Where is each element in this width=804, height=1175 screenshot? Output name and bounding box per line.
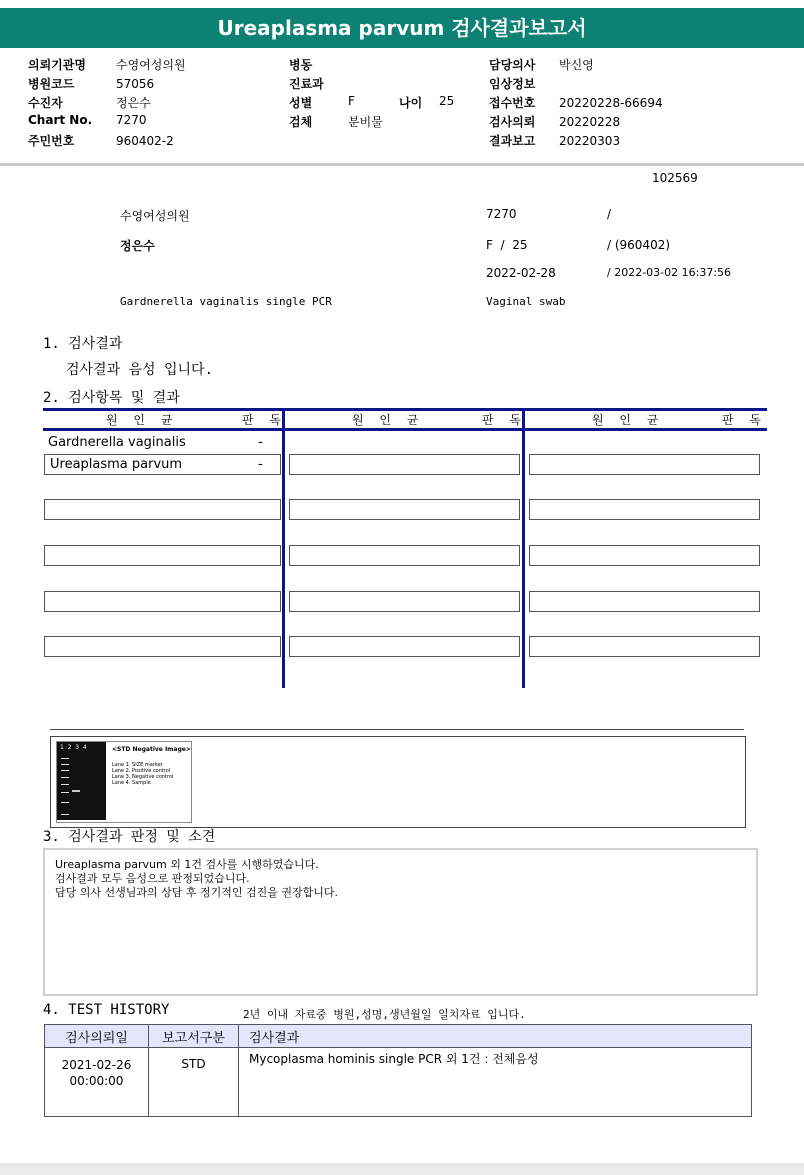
gel-top-line bbox=[50, 729, 744, 730]
table-row bbox=[289, 636, 520, 657]
summary-sex-age: F / 25 bbox=[486, 238, 528, 252]
summary-specimen: Vaginal swab bbox=[486, 295, 566, 308]
gel-lanes bbox=[57, 742, 106, 820]
section1-title: 1. 검사결과 bbox=[43, 336, 123, 352]
history-table bbox=[44, 1024, 752, 1117]
value-age: 25 bbox=[439, 94, 455, 108]
label-chart-no: Chart No. bbox=[28, 113, 93, 127]
col-organism-1: 원 인 균 bbox=[106, 413, 179, 427]
item-result-1: - bbox=[258, 435, 263, 450]
col-organism-2: 원 인 균 bbox=[352, 413, 425, 427]
label-report-date: 결과보고 bbox=[489, 134, 536, 148]
summary-date1: 2022-02-28 bbox=[486, 266, 556, 280]
table-row bbox=[289, 545, 520, 566]
col-organism-3: 원 인 균 bbox=[592, 413, 665, 427]
table-row bbox=[289, 591, 520, 612]
report-number: 102569 bbox=[652, 171, 698, 185]
label-receipt-no: 접수번호 bbox=[489, 96, 536, 110]
table-row bbox=[289, 454, 520, 475]
value-sex: F bbox=[348, 94, 355, 108]
opinion-box bbox=[43, 848, 758, 996]
value-doctor: 박신영 bbox=[559, 58, 594, 72]
section1-result: 검사결과 음성 입니다. bbox=[66, 362, 214, 378]
table-row bbox=[529, 545, 760, 566]
section4-title: 4. TEST HISTORY bbox=[43, 1002, 170, 1018]
gel-legend-3: Lane 3. Negative control bbox=[112, 774, 174, 780]
opinion-line-3: 담당 의사 선생님과의 상담 후 정기적인 검진을 권장합니다. bbox=[55, 886, 338, 899]
history-type: STD bbox=[149, 1048, 239, 1117]
summary-birth: / (960402) bbox=[607, 238, 671, 252]
item-result-2: - bbox=[258, 457, 263, 472]
table-row bbox=[529, 591, 760, 612]
item-name-1: Gardnerella vaginalis bbox=[48, 435, 186, 450]
summary-chart: 7270 bbox=[486, 207, 517, 221]
header-col3 bbox=[489, 56, 789, 151]
value-resident-no: 960402-2 bbox=[116, 134, 174, 148]
header-col1 bbox=[28, 56, 268, 151]
value-report-date: 20220303 bbox=[559, 134, 621, 148]
table-row bbox=[289, 499, 520, 520]
gel-legend-1: Lane 1. SIZE marker bbox=[112, 762, 163, 768]
section3-title: 3. 검사결과 판정 및 소견 bbox=[43, 829, 216, 845]
value-request-date: 20220228 bbox=[559, 115, 621, 129]
gel-legend-2: Lane 2. Positive control bbox=[112, 768, 171, 774]
value-specimen: 분비물 bbox=[348, 115, 383, 129]
history-date: 2021-02-26 bbox=[61, 1058, 132, 1072]
label-sex: 성별 bbox=[289, 96, 313, 110]
gel-legend-4: Lane 4. Sample bbox=[112, 780, 151, 786]
table-row bbox=[44, 591, 281, 612]
label-department: 진료과 bbox=[289, 77, 324, 91]
gel-legend bbox=[112, 762, 173, 786]
value-clinic: 수영여성의원 bbox=[116, 58, 186, 72]
label-clinic: 의뢰기관명 bbox=[28, 58, 86, 72]
label-patient: 수진자 bbox=[28, 96, 63, 110]
grid-divider-2 bbox=[522, 408, 525, 688]
summary-test: Gardnerella vaginalis single PCR bbox=[120, 295, 332, 308]
item-name-2: Ureaplasma parvum bbox=[50, 457, 183, 472]
header-divider bbox=[0, 163, 804, 166]
table-row bbox=[529, 454, 760, 475]
value-patient: 정은수 bbox=[116, 96, 151, 110]
header-col2 bbox=[289, 56, 489, 132]
summary-clinic: 수영여성의원 bbox=[120, 209, 190, 223]
footer-bar bbox=[0, 1163, 804, 1175]
table-row bbox=[44, 545, 281, 566]
section2-title: 2. 검사항목 및 결과 bbox=[43, 390, 180, 406]
table-row bbox=[44, 636, 281, 657]
label-doctor: 담당의사 bbox=[489, 58, 536, 72]
label-clinical-info: 임상정보 bbox=[489, 77, 536, 91]
table-row bbox=[529, 499, 760, 520]
label-specimen: 검체 bbox=[289, 115, 313, 129]
value-hospital-code: 57056 bbox=[116, 77, 155, 91]
summary-slash: / bbox=[607, 207, 612, 221]
table-row bbox=[529, 636, 760, 657]
summary-date2: / 2022-03-02 16:37:56 bbox=[607, 266, 732, 279]
label-resident-no: 주민번호 bbox=[28, 134, 75, 148]
value-chart-no: 7270 bbox=[116, 113, 147, 127]
label-age: 나이 bbox=[399, 96, 423, 110]
history-result: Mycoplasma hominis single PCR 외 1건 : 전체음성 bbox=[239, 1048, 752, 1117]
grid-divider-1 bbox=[282, 408, 285, 688]
table-row bbox=[44, 454, 281, 475]
history-header-type: 보고서구분 bbox=[149, 1025, 239, 1048]
col-judgement-3: 판 독 bbox=[722, 413, 767, 427]
history-note: 2년 이내 자료중 병원,성명,생년월일 일치자료 입니다. bbox=[243, 1008, 526, 1021]
summary-patient: 정은수 bbox=[120, 239, 155, 253]
opinion-line-2: 검사결과 모두 음성으로 판정되었습니다. bbox=[55, 872, 250, 885]
grid-header-line bbox=[43, 428, 767, 431]
label-ward: 병동 bbox=[289, 58, 313, 72]
table-row bbox=[45, 1048, 752, 1117]
label-hospital-code: 병원코드 bbox=[28, 77, 75, 91]
col-judgement-2: 판 독 bbox=[482, 413, 527, 427]
opinion-line-1: Ureaplasma parvum 외 1건 검사를 시행하였습니다. bbox=[55, 858, 319, 871]
report-title: Ureaplasma parvum 검사결과보고서 bbox=[0, 8, 804, 48]
value-receipt-no: 20220228-66694 bbox=[559, 96, 663, 110]
history-header-date: 검사의뢰일 bbox=[45, 1025, 149, 1048]
gel-title: <STD Negative Image> bbox=[112, 746, 191, 753]
col-judgement-1: 판 독 bbox=[242, 413, 287, 427]
label-request-date: 검사의뢰 bbox=[489, 115, 536, 129]
history-time: 00:00:00 bbox=[69, 1074, 124, 1088]
history-header-result: 검사결과 bbox=[239, 1025, 752, 1048]
table-row bbox=[44, 499, 281, 520]
gel-lane-numbers: 1 2 3 4 bbox=[60, 744, 87, 751]
